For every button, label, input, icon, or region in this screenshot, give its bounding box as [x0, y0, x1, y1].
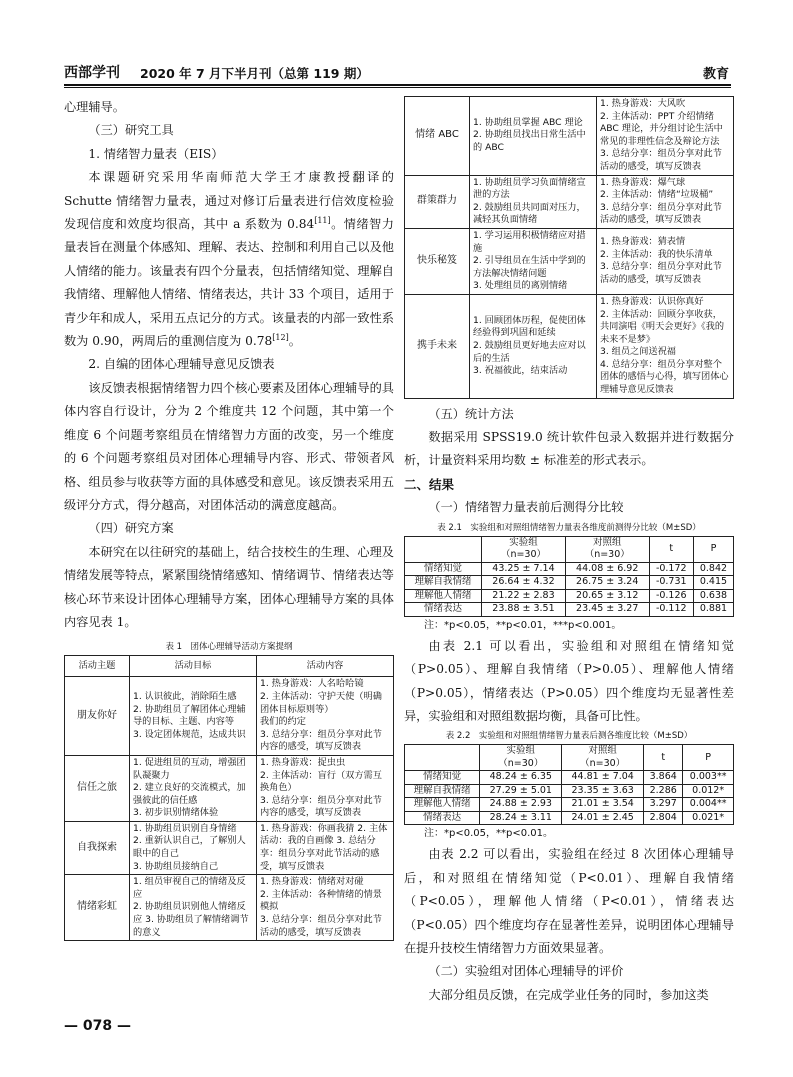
table-header-cell: 活动内容	[257, 656, 394, 677]
table-row	[405, 784, 734, 798]
table-cell: 0.638	[693, 589, 733, 603]
table-cell: 信任之旅	[65, 755, 130, 821]
table-cell: 27.29 ± 5.01	[480, 784, 562, 798]
table-cell: 情绪知觉	[405, 771, 480, 785]
table-cell: 理解自我情绪	[405, 784, 480, 798]
section-heading-stats: （五）统计方法	[428, 406, 514, 421]
table-row	[405, 576, 734, 590]
citation: [11]	[314, 215, 331, 225]
table-cell: 1. 认识彼此，消除陌生感 2. 协助组员了解团体心理辅导的目标、主题、内容等 3. 设定团体规范，达成共识	[130, 677, 257, 756]
table21-caption: 表 2.1 实验组和对照组情绪智力量表各维度前测得分比较（M±SD）	[437, 522, 701, 533]
table-cell	[405, 536, 482, 562]
table-cell: 21.01 ± 3.54	[562, 798, 644, 812]
table-cell: 1. 热身游戏：猜表情 2. 主体活动：我的快乐清单 3. 总结分享：组员分享对此节活动的感受，填写反馈表	[597, 228, 734, 294]
table-cell: 1. 回顾团体历程，促使团体经验得到巩固和延续 2. 鼓励组员更好地去应对以后的生活 3. 祝福彼此，结束活动	[470, 294, 597, 398]
table-cell: 1. 协助组员掌握 ABC 理论 2. 协助组员找出日常生活中的 ABC	[470, 97, 597, 176]
table-cell: 朋友你好	[65, 677, 130, 756]
table-cell: 1. 促进组员的互动，增强团队凝聚力 2. 建立良好的交流模式，加强彼此的信任感 3. 初步识别情绪体验	[130, 755, 257, 821]
table-cell: 情绪表达	[405, 811, 480, 825]
table-cell: 对照组 （n=30）	[562, 745, 644, 771]
table-cell: 24.88 ± 2.93	[480, 798, 562, 812]
table-cell: 43.25 ± 7.14	[482, 562, 566, 576]
table-cell: 理解他人情绪	[405, 589, 482, 603]
table-row	[405, 589, 734, 603]
section-name: 教育	[702, 67, 729, 82]
table-cell: -0.731	[649, 576, 693, 590]
right-column	[404, 96, 734, 1007]
paragraph-last: 大部分组员反馈，在完成学业任务的同时，参加这类	[428, 987, 709, 1002]
table-row	[65, 677, 394, 756]
table-cell: 20.65 ± 3.12	[565, 589, 649, 603]
table-cell: 0.003**	[683, 771, 734, 785]
section-heading-tools: （三）研究工具	[88, 123, 174, 138]
table-cell: 2.804	[644, 811, 683, 825]
section-heading-results: 二、结果	[404, 476, 455, 492]
table-header-row	[405, 745, 734, 771]
table-row	[405, 294, 734, 398]
table-cell: 情绪表达	[405, 603, 482, 617]
paragraph: 心理辅导。	[64, 100, 125, 114]
table-cell: -0.172	[649, 562, 693, 576]
paragraph-plan: 本研究在以往研究的基础上，结合技校生的生理、心理及情绪发展等特点，紧紧围绕情绪感知、情绪调节、情绪表达等核心环节来设计团体心理辅导方案，团体心理辅导方案的具体内容见表 1。	[64, 544, 394, 629]
table-cell: 1. 热身游戏：人名哈哈镜 2. 主体活动：守护天使（明确团体目标原则等） 我们的约定 3. 总结分享：组员分享对此节内容的感受，填写反馈表	[257, 677, 394, 756]
table-cell	[405, 745, 480, 771]
table-cell: 1. 热身游戏：你画我猜 2. 主体活动：我的自画像 3. 总结分享：组员分享对此节活动的感受，填写反馈表	[257, 821, 394, 874]
table21-note: 注：*p<0.05，**p<0.01，***p<0.001。	[424, 619, 622, 631]
table-row	[405, 798, 734, 812]
table-row	[405, 562, 734, 576]
table-cell: 自我探索	[65, 821, 130, 874]
table-cell: t	[644, 745, 683, 771]
table-cell: 1. 热身游戏：情绪对对碰 2. 主体活动：各种情绪的情景模拟 3. 总结分享：组员分享对此节活动的感受，填写反馈表	[257, 875, 394, 941]
table22	[404, 744, 734, 825]
table-cell: 1. 学习运用积极情绪应对措施 2. 引导组员在生活中学到的方法解决情绪问题 3. 处理组员的离别情绪	[470, 228, 597, 294]
table-cell: 48.24 ± 6.35	[480, 771, 562, 785]
table22-caption: 表 2.2 实验组和对照组情绪智力量表后测各维度比较（M±SD）	[445, 731, 693, 742]
journal-name: 西部学刊	[64, 65, 120, 81]
citation: [12]	[272, 333, 289, 342]
table-row	[405, 228, 734, 294]
paragraph-table22: 由表 2.2 可以看出，实验组在经过 8 次团体心理辅导后，和对照组在情绪知觉（P<0.01）、理解自我情绪（P<0.05），理解他人情绪（P<0.01），情绪表达（P<0.05）四个维度均存在显著性差异，说明团体心理辅导在提升技校生情绪智力方面效果显著。	[404, 847, 734, 955]
table-cell: 44.08 ± 6.92	[565, 562, 649, 576]
table-cell: 群策群力	[405, 175, 470, 228]
table-row	[65, 755, 394, 821]
table-cell: P	[693, 536, 733, 562]
table-header-row	[65, 656, 394, 677]
table-cell: 1. 热身游戏：爆气球 2. 主体活动：情绪“垃圾桶” 3. 总结分享：组员分享对此节活动的感受，填写反馈表	[597, 175, 734, 228]
table-row	[405, 771, 734, 785]
table1-caption: 表 1 团体心理辅导活动方案提纲	[165, 642, 293, 653]
table-cell: 0.004**	[683, 798, 734, 812]
table-cell: 3.864	[644, 771, 683, 785]
table-cell: 23.45 ± 3.27	[565, 603, 649, 617]
header-rule-thin	[64, 87, 731, 88]
paragraph-eis: 本课题研究采用华南师范大学王才康教授翻译的 Schutte 情绪智力量表，通过对修订后量表进行信效度检验发现信度和效度均很高，其中 a 系数为 0.84[11]。情绪智力量表旨在测量个体感知、理解、表达、控制和利用自己以及他人情绪的能力。该量表有四个分量表，包括情绪知觉、理解自我情绪、理解他人情绪、情绪表达，共计 33 个项目，适用于青少年和成人，采用五点记分的方式。该量表的内部一致性系数为 0.90，两周后的重测信度为 0.78[12]。	[64, 170, 394, 349]
table22-note: 注：*p<0.05，**p<0.01。	[424, 828, 553, 840]
table-cell: 2.286	[644, 784, 683, 798]
table-cell: 0.842	[693, 562, 733, 576]
table-row	[405, 97, 734, 176]
header-rule	[64, 84, 731, 86]
subheading-feedback: 2. 自编的团体心理辅导意见反馈表	[88, 357, 275, 372]
table-row	[65, 875, 394, 941]
table-cell: 26.75 ± 3.24	[565, 576, 649, 590]
table-cell: 1. 协助组员识别自身情绪 2. 重新认识自己，了解别人眼中的自己 3. 协助组员接纳自己	[130, 821, 257, 874]
table-cell: 1. 热身游戏：大风吹 2. 主体活动：PPT 介绍情绪 ABC 理论，并分组讨论生活中常见的非理性信念及辩论方法 3. 总结分享：组员分享对此节活动的感受，填写反馈表	[597, 97, 734, 176]
section-heading-plan: （四）研究方案	[88, 521, 174, 536]
table-cell: 44.81 ± 7.04	[562, 771, 644, 785]
table-cell: 23.35 ± 3.63	[562, 784, 644, 798]
table21	[404, 536, 734, 617]
paragraph-stats: 数据采用 SPSS19.0 统计软件包录入数据并进行数据分析，计量资料采用均数 ± 标准差的形式表示。	[404, 430, 734, 468]
table-cell: 0.881	[693, 603, 733, 617]
table-cell: -0.112	[649, 603, 693, 617]
table-cell: 28.24 ± 3.11	[480, 811, 562, 825]
table-cell: 理解他人情绪	[405, 798, 480, 812]
table-cell: 0.021*	[683, 811, 734, 825]
table-row	[405, 175, 734, 228]
table-cell: 1. 协助组员学习负面情绪宣泄的方法 2. 鼓励组员共同面对压力，减轻其负面情绪	[470, 175, 597, 228]
table-cell: 快乐秘笈	[405, 228, 470, 294]
table-cell: 21.22 ± 2.83	[482, 589, 566, 603]
table-header-cell: 活动主题	[65, 656, 130, 677]
table-cell: 24.01 ± 2.45	[562, 811, 644, 825]
left-column	[64, 96, 394, 941]
subheading-eis: 1. 情绪智力量表（EIS）	[88, 146, 224, 161]
table-cell: 实验组 （n=30）	[482, 536, 566, 562]
table-cell: 理解自我情绪	[405, 576, 482, 590]
page-number: — 078 —	[64, 1018, 131, 1034]
paragraph-feedback: 该反馈表根据情绪智力四个核心要素及团体心理辅导的具体内容自行设计，分为 2 个维度共 12 个问题，其中第一个维度 6 个问题考察组员在情绪智力方面的改变，另一个维度的 6 个问题考察组员对团体心理辅导内容、形式、带领者风格、组员参与收获等方面的具体感受和意见。该反馈表采用五级评分方式，得分越高，对团体活动的满意度越高。	[64, 380, 394, 512]
table-cell: 情绪知觉	[405, 562, 482, 576]
table-cell: P	[683, 745, 734, 771]
table-cell: 3.297	[644, 798, 683, 812]
table-cell: 情绪 ABC	[405, 97, 470, 176]
table1-right	[404, 96, 734, 399]
table-cell: 1. 热身游戏：捉虫虫 2. 主体活动：盲行（双方需互换角色） 3. 总结分享：组员分享对此节内容的感受，填写反馈表	[257, 755, 394, 821]
table-cell: 0.012*	[683, 784, 734, 798]
issue-info: 2020 年 7 月下半月刊（总第 119 期）	[140, 66, 369, 81]
table-cell: 实验组 （n=30）	[480, 745, 562, 771]
table-cell: 0.415	[693, 576, 733, 590]
table-cell: 携手未来	[405, 294, 470, 398]
table-cell: 情绪彩虹	[65, 875, 130, 941]
paragraph-table21: 由表 2.1 可以看出，实验组和对照组在情绪知觉（P>0.05）、理解自我情绪（P>0.05）、理解他人情绪（P>0.05），情绪表达（P>0.05）四个维度均无显著性差异，实验组和对照组数据均衡，具备可比性。	[404, 638, 734, 723]
table-cell: t	[649, 536, 693, 562]
table-row	[405, 603, 734, 617]
table-row	[405, 811, 734, 825]
running-header	[64, 60, 731, 82]
subheading-results-2: （二）实验组对团体心理辅导的评价	[428, 964, 624, 979]
table-cell: 1. 组员审视自己的情绪及反应 2. 协助组员识别他人情绪反应 3. 协助组员了解情绪调节的意义	[130, 875, 257, 941]
table1-left	[64, 655, 394, 941]
table-cell: -0.126	[649, 589, 693, 603]
table-header-row	[405, 536, 734, 562]
subheading-results-1: （一）情绪智力量表前后测得分比较	[428, 500, 624, 515]
table-cell: 对照组 （n=30）	[565, 536, 649, 562]
table-cell: 1. 热身游戏：认识你真好 2. 主体活动：回顾分享收获，共同演唱《明天会更好》《我的未来不是梦》 3. 组员之间送祝福 4. 总结分享：组员分享对整个团体的感悟与心得，填写团体心理辅导意见反馈表	[597, 294, 734, 398]
table-row	[65, 821, 394, 874]
table-cell: 26.64 ± 4.32	[482, 576, 566, 590]
table-header-cell: 活动目标	[130, 656, 257, 677]
table-cell: 23.88 ± 3.51	[482, 603, 566, 617]
